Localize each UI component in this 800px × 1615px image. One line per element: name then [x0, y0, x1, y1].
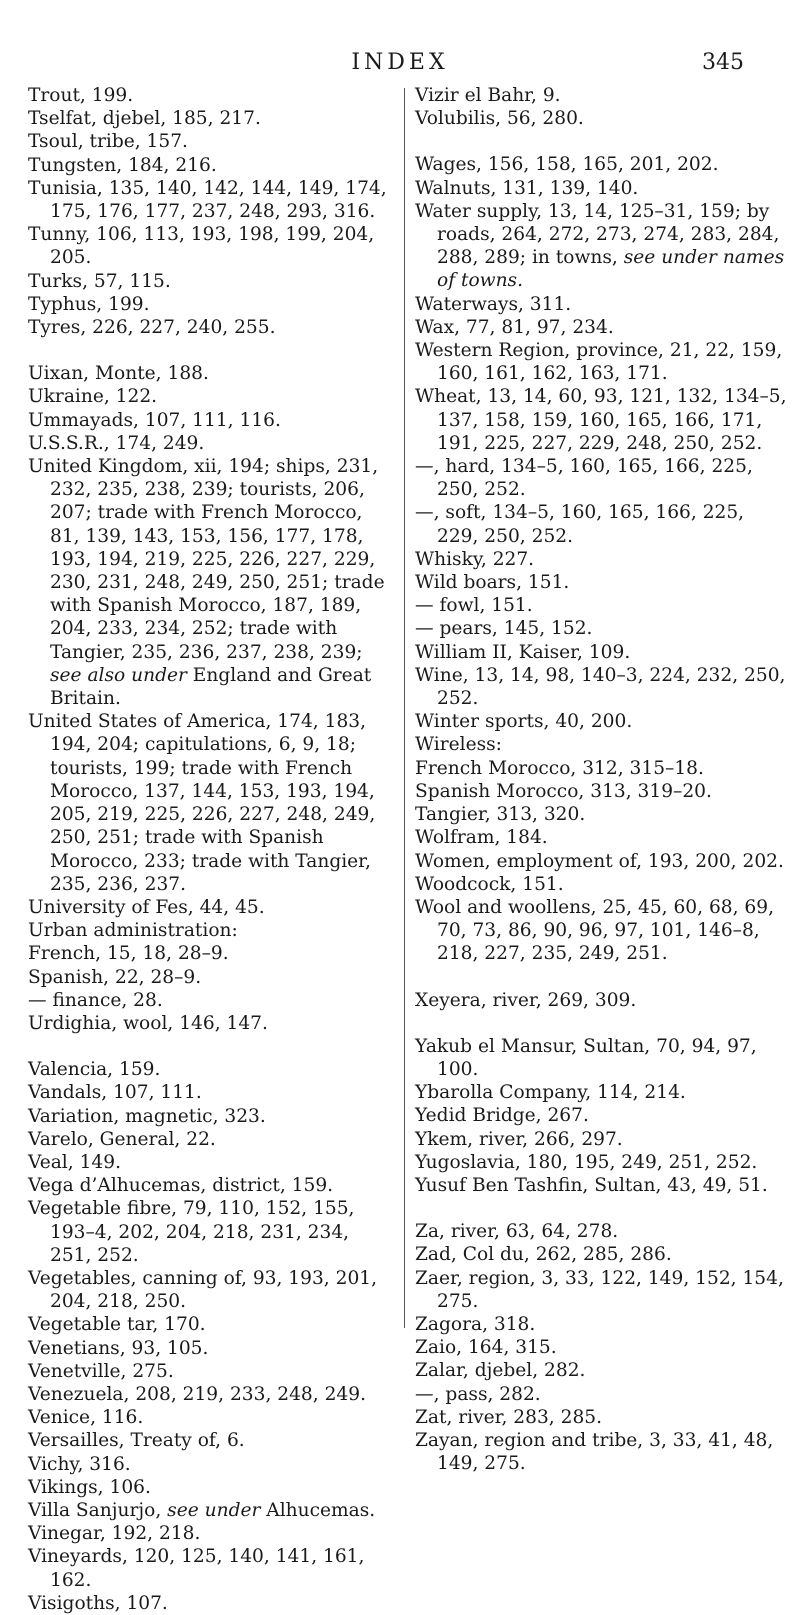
index-entry: Wheat, 13, 14, 60, 93, 121, 132, 134–5, 137, 158, 159, 160, 165, 166, 171, 191, 225, 227, 229, 248, 250, 252.: [415, 386, 787, 454]
index-entry: Tsoul, tribe, 157.: [28, 131, 188, 153]
index-entry: Wax, 77, 81, 97, 234.: [415, 316, 614, 338]
index-entry: Ykem, river, 266, 297.: [415, 1128, 623, 1150]
index-entry: Vegetable tar, 170.: [28, 1314, 206, 1336]
index-entry: Western Region, province, 21, 22, 159, 160, 161, 162, 163, 171.: [415, 340, 783, 385]
index-entry: —, pass, 282.: [415, 1383, 541, 1405]
index-entry: — pears, 145, 152.: [415, 618, 593, 640]
index-entry: Wages, 156, 158, 165, 201, 202.: [415, 154, 719, 176]
index-entry: Venice, 116.: [28, 1407, 144, 1429]
section-gap: [415, 966, 787, 989]
index-entry: Zalar, djebel, 282.: [415, 1360, 586, 1382]
index-entry: Veal, 149.: [28, 1151, 121, 1173]
index-entry: Tungsten, 184, 216.: [28, 154, 217, 176]
index-entry: Tunny, 106, 113, 193, 198, 199, 204, 205.: [28, 224, 375, 269]
index-entry: Venetians, 93, 105.: [28, 1337, 209, 1359]
index-entry: Villa Sanjurjo, see under Alhucemas.: [28, 1499, 376, 1521]
index-entry: Yugoslavia, 180, 195, 249, 251, 252.: [415, 1151, 758, 1173]
index-entry: Vineyards, 120, 125, 140, 141, 161, 162.: [28, 1546, 365, 1591]
index-entry: U.S.S.R., 174, 249.: [28, 432, 205, 454]
index-entry: United Kingdom, xii, 194; ships, 231, 232, 235, 238, 239; tourists, 206, 207; trade with French Morocco, 81, 139, 143, 153, 156, 177, 178, 193, 194, 219, 225, 226, 227, 229, 230, 231, 248, 249, 250, 251; trade with Spanish Morocco, 187, 189, 204, 233, 234, 252; trade with Tangier, 235, 236, 237, 238, 239; see also under England and Great Britain.: [28, 456, 385, 710]
section-gap: [415, 130, 787, 153]
index-entry: Wild boars, 151.: [415, 572, 570, 594]
index-entry: Yakub el Mansur, Sultan, 70, 94, 97, 100.: [415, 1035, 757, 1080]
index-entry: Whisky, 227.: [415, 548, 535, 570]
index-entry: Ummayads, 107, 111, 116.: [28, 409, 281, 431]
index-entry: Zayan, region and tribe, 3, 33, 41, 48, 149, 275.: [415, 1429, 774, 1475]
index-entry: Vikings, 106.: [28, 1476, 151, 1498]
index-entry: Varelo, General, 22.: [28, 1128, 216, 1150]
index-entry: Women, employment of, 193, 200, 202.: [415, 850, 784, 872]
index-entry: Tselfat, djebel, 185, 217.: [28, 108, 261, 130]
index-entry: Walnuts, 131, 139, 140.: [415, 177, 639, 199]
index-entry: Urban administration:: [28, 920, 238, 942]
index-entry: Zad, Col du, 262, 285, 286.: [415, 1244, 672, 1266]
index-entry: Turks, 57, 115.: [28, 270, 171, 292]
index-entry: Ybarolla Company, 114, 214.: [415, 1082, 686, 1104]
index-entry: Valencia, 159.: [28, 1059, 161, 1081]
index-entry: Vega d’Alhucemas, district, 159.: [28, 1175, 334, 1197]
index-entry: Versailles, Treaty of, 6.: [28, 1430, 245, 1452]
index-entry: Zaer, region, 3, 33, 122, 149, 152, 154, 275.: [415, 1267, 784, 1312]
index-entry: Wool and woollens, 25, 45, 60, 68, 69, 70, 73, 86, 90, 96, 97, 101, 146–8, 218, 227, 235, 249, 251.: [415, 896, 775, 965]
index-entry: Venetville, 275.: [28, 1360, 174, 1382]
index-entry: Woodcock, 151.: [415, 873, 564, 895]
index-entry: Wine, 13, 14, 98, 140–3, 224, 232, 250, 252.: [415, 664, 786, 710]
index-column-right: [415, 84, 787, 1475]
index-entry: Zat, river, 283, 285.: [415, 1406, 603, 1428]
index-entry: —, hard, 134–5, 160, 165, 166, 225, 250, 252.: [415, 456, 753, 501]
section-gap: [415, 1197, 787, 1220]
index-entry: Typhus, 199.: [28, 293, 150, 315]
page-number: 345: [702, 50, 744, 75]
index-entry: United States of America, 174, 183, 194, 204; capitulations, 6, 9, 18; tourists, 199; trade with French Morocco, 137, 144, 153, 193, 194, 205, 219, 225, 226, 227, 248, 249, 250, 251; trade with Spanish Morocco, 233; trade with Tangier, 235, 236, 237.: [28, 711, 376, 895]
index-entry: Trout, 199.: [28, 85, 134, 106]
index-entry: University of Fes, 44, 45.: [28, 896, 265, 918]
index-entry: Uixan, Monte, 188.: [28, 363, 209, 385]
index-entry: — fowl, 151.: [415, 595, 533, 617]
section-gap: [28, 1035, 396, 1058]
page-header: [0, 50, 800, 84]
index-entry: Tyres, 226, 227, 240, 255.: [28, 317, 276, 339]
section-gap: [415, 1012, 787, 1035]
index-entry: Vizir el Bahr, 9.: [415, 85, 561, 106]
index-entry: Water supply, 13, 14, 125–31, 159; by roads, 264, 272, 273, 274, 283, 284, 288, 289; in towns, see under names of towns.: [415, 200, 785, 292]
index-entry: Za, river, 63, 64, 278.: [415, 1221, 619, 1243]
index-entry: Ukraine, 122.: [28, 386, 158, 408]
index-entry: Waterways, 311.: [415, 293, 572, 315]
index-entry: Visigoths, 107.: [28, 1592, 168, 1614]
index-entry: Spanish, 22, 28–9.: [28, 966, 202, 988]
index-entry: Xeyera, river, 269, 309.: [415, 989, 637, 1011]
index-entry: Variation, magnetic, 323.: [28, 1105, 266, 1127]
index-entry: Wireless:: [415, 734, 502, 756]
index-entry: French Morocco, 312, 315–18.: [415, 757, 704, 779]
index-entry: Volubilis, 56, 280.: [415, 108, 584, 130]
index-entry: Winter sports, 40, 200.: [415, 711, 633, 733]
index-entry: French, 15, 18, 28–9.: [28, 943, 229, 965]
index-entry: — finance, 28.: [28, 989, 163, 1011]
index-entry: Yedid Bridge, 267.: [415, 1105, 589, 1127]
index-entry: Vegetable fibre, 79, 110, 152, 155, 193–4, 202, 204, 218, 231, 234, 251, 252.: [28, 1198, 355, 1266]
index-entry: Vinegar, 192, 218.: [28, 1523, 201, 1545]
index-entry: Venezuela, 208, 219, 233, 248, 249.: [28, 1383, 366, 1405]
index-entry: —, soft, 134–5, 160, 165, 166, 225, 229, 250, 252.: [415, 502, 745, 547]
index-entry: Zaio, 164, 315.: [415, 1337, 557, 1359]
index-entry: Vegetables, canning of, 93, 193, 201, 204, 218, 250.: [28, 1267, 378, 1313]
column-divider: [404, 88, 405, 1328]
index-entry: Tunisia, 135, 140, 142, 144, 149, 174, 175, 176, 177, 237, 248, 293, 316.: [28, 177, 387, 223]
section-gap: [28, 339, 396, 362]
index-entry: Zagora, 318.: [415, 1313, 536, 1335]
index-entry: Vandals, 107, 111.: [28, 1082, 202, 1104]
index-entry: Urdighia, wool, 146, 147.: [28, 1012, 268, 1034]
index-column-left: [28, 84, 396, 1615]
index-entry: Wolfram, 184.: [415, 827, 548, 849]
index-entry: Yusuf Ben Tashfin, Sultan, 43, 49, 51.: [415, 1174, 768, 1196]
index-entry: William II, Kaiser, 109.: [415, 641, 631, 663]
page-title: INDEX: [351, 50, 449, 75]
index-entry: Tangier, 313, 320.: [415, 804, 586, 826]
index-entry: Vichy, 316.: [28, 1453, 131, 1475]
index-entry: Spanish Morocco, 313, 319–20.: [415, 780, 712, 802]
